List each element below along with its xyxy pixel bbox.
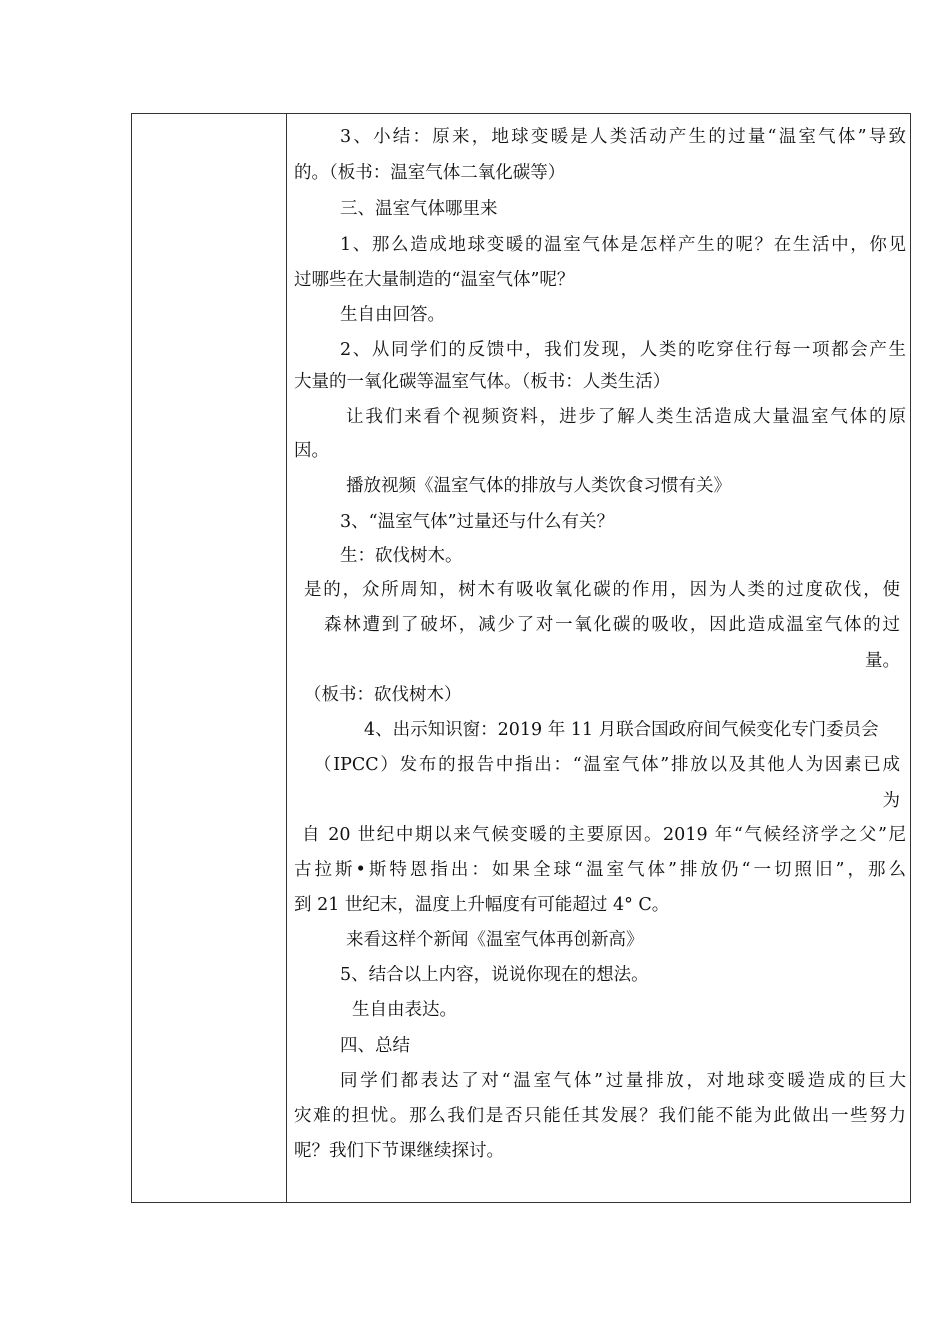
paragraph-line: 到 21 世纪末，温度上升幅度有可能超过 4° C。 (294, 895, 670, 915)
blackboard-note: （板书：砍伐树木） (304, 685, 462, 705)
paragraph-line: 是的，众所周知，树木有吸收氧化碳的作用，因为人类的过度砍伐，使 (304, 580, 900, 600)
paragraph-line: 同学们都表达了对“温室气体”过量排放，对地球变暖造成的巨大 (340, 1071, 906, 1091)
paragraph-line: 5、结合以上内容，说说你现在的想法。 (340, 965, 649, 985)
paragraph-line: 过哪些在大量制造的“温室气体”呢？ (294, 270, 575, 290)
paragraph-line: 的。（板书：温室气体二氧化碳等） (294, 163, 566, 183)
table-column-divider (286, 113, 287, 1203)
paragraph-line: 因。 (294, 441, 329, 461)
paragraph-line: 大量的一氧化碳等温室气体。（板书：人类生活） (294, 372, 671, 392)
paragraph-line: 生自由回答。 (340, 305, 445, 325)
paragraph-line: 3、小结：原来，地球变暖是人类活动产生的过量“温室气体”导致 (340, 127, 906, 147)
paragraph-line: 自 20 世纪中期以来气候变暖的主要原因。2019 年“气候经济学之父”尼 (302, 825, 906, 845)
paragraph-line: 古拉斯•斯特恩指出：如果全球“温室气体”排放仍“一切照旧”，那么 (294, 860, 906, 880)
paragraph-line: 播放视频《温室气体的排放与人类饮食习惯有关》 (346, 476, 731, 496)
paragraph-line: （IPCC）发布的报告中指出：“温室气体”排放以及其他人为因素已成 (314, 755, 900, 775)
paragraph-line: 量。 (865, 651, 900, 671)
paragraph-line: 3、“温室气体”过量还与什么有关？ (340, 512, 615, 532)
paragraph-line: 来看这样个新闻《温室气体再创新高》 (346, 930, 644, 950)
paragraph-line: 让我们来看个视频资料，进步了解人类生活造成大量温室气体的原 (346, 407, 906, 427)
paragraph-line: 1、那么造成地球变暖的温室气体是怎样产生的呢？在生活中，你见 (340, 235, 906, 255)
paragraph-line: 为 (882, 791, 900, 811)
paragraph-line: 森林遭到了破坏，减少了对一氧化碳的吸收，因此造成温室气体的过 (324, 615, 900, 635)
section-heading: 四、总结 (340, 1036, 410, 1056)
paragraph-line: 灾难的担忧。那么我们是否只能任其发展？我们能不能为此做出一些努力 (294, 1106, 906, 1126)
paragraph-line: 4、出示知识窗：2019 年 11 月联合国政府间气候变化专门委员会 (364, 720, 879, 740)
paragraph-line: 生自由表达。 (352, 1000, 457, 1020)
paragraph-line: 呢？我们下节课继续探讨。 (294, 1141, 504, 1161)
paragraph-line: 生：砍伐树木。 (340, 546, 463, 566)
paragraph-line: 2、从同学们的反馈中，我们发现，人类的吃穿住行每一项都会产生 (340, 340, 906, 360)
section-heading: 三、温室气体哪里来 (340, 199, 498, 219)
